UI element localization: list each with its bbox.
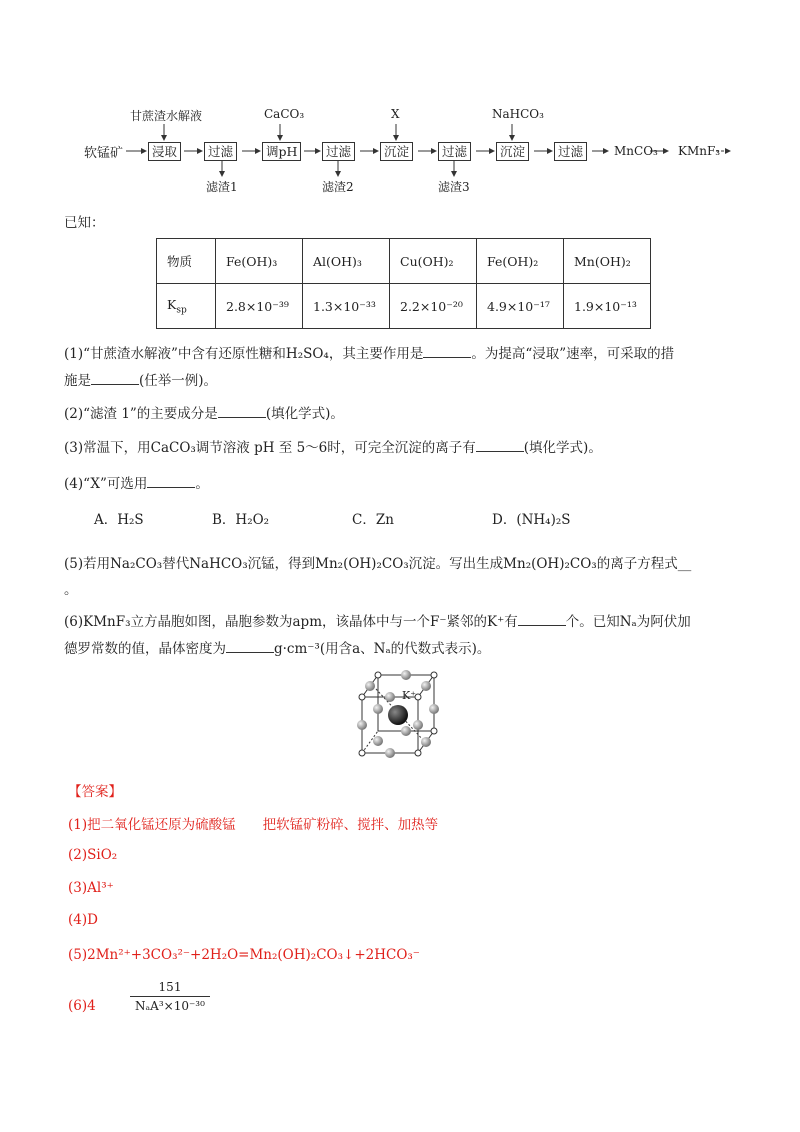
question-5-line-2: 。 (64, 582, 78, 598)
input-leach: 甘蔗渣水解液 (130, 109, 203, 123)
answer-6: (6)4 (68, 998, 96, 1014)
k-ion-label: K⁺ (402, 689, 417, 702)
table-cell: 物质 (157, 239, 216, 284)
table-cell: 4.9×10⁻¹⁷ (477, 284, 564, 329)
box-precip-2: 沉淀 (496, 142, 529, 161)
residue-3: 滤渣3 (438, 180, 470, 194)
table-cell: Mn(OH)₂ (564, 239, 651, 284)
option-b: B．H₂O₂ (212, 512, 270, 528)
question-3: (3)常温下，用CaCO₃调节溶液 pH 至 5～6时，可完全沉淀的离子有 (填化学式)。 (64, 440, 602, 456)
residue-2: 滤渣2 (322, 180, 354, 194)
question-2: (2)“滤渣 1”的主要成分是 (填化学式)。 (64, 406, 344, 422)
box-filter-4: 过滤 (554, 142, 587, 161)
box-filter-1: 过滤 (204, 142, 237, 161)
question-4: (4)“X”可选用 。 (64, 476, 209, 492)
fraction-denominator: NₐA³×10⁻³⁰ (130, 996, 210, 1013)
box-leach: 浸取 (148, 142, 181, 161)
option-c: C．Zn (352, 512, 394, 528)
answer-1: (1)把二氧化锰还原为硫酸锰 把软锰矿粉碎、搅拌、加热等 (68, 817, 439, 833)
question-1-line-1: (1)“甘蔗渣水解液”中含有还原性糖和H₂SO₄，其主要作用是 。为提高“浸取”速率，可采取的措 (64, 346, 675, 362)
table-cell: 2.8×10⁻³⁹ (216, 284, 303, 329)
option-a: A．H₂S (94, 512, 144, 528)
answer-3: (3)Al³⁺ (68, 880, 114, 896)
answer-6-fraction (130, 980, 210, 1013)
question-1-line-2: 施是 (任举一例)。 (64, 373, 218, 389)
table-cell: Al(OH)₃ (303, 239, 390, 284)
crystal-cell-figure (356, 667, 446, 771)
fraction-numerator: 151 (158, 980, 182, 994)
table-cell: 2.2×10⁻²⁰ (390, 284, 477, 329)
table-cell: Fe(OH)₂ (477, 239, 564, 284)
table-cell: Cu(OH)₂ (390, 239, 477, 284)
question-6-line-2: 德罗常数的值，晶体密度为 g·cm⁻³(用含a、Nₐ的代数式表示)。 (64, 641, 491, 657)
answer-5: (5)2Mn²⁺+3CO₃²⁻+2H₂O=Mn₂(OH)₂CO₃↓+2HCO₃⁻ (68, 947, 420, 963)
table-cell: 1.9×10⁻¹³ (564, 284, 651, 329)
start-material: 软锰矿 (84, 146, 124, 161)
crystal-cell-drawing (356, 667, 446, 767)
process-flowchart (84, 104, 744, 194)
residue-1: 滤渣1 (206, 180, 238, 194)
input-ph: CaCO₃ (264, 107, 305, 121)
known-label: 已知： (64, 215, 105, 231)
table-header-row (157, 239, 651, 284)
product-mnco3: MnCO₃ (614, 144, 658, 158)
table-cell: $K_{sp}$ (157, 284, 216, 329)
input-precip1: X (391, 107, 400, 121)
answer-heading: 【答案】 (68, 784, 122, 800)
answer-4: (4)D (68, 912, 98, 928)
option-d: D．(NH₄)₂S (492, 512, 571, 528)
input-precip2: NaHCO₃ (492, 107, 544, 121)
answer-2: (2)SiO₂ (68, 847, 118, 863)
table-cell: 1.3×10⁻³³ (303, 284, 390, 329)
ksp-table (156, 238, 651, 329)
product-kmnf3: KMnF₃ (678, 144, 721, 158)
box-precip-1: 沉淀 (380, 142, 413, 161)
question-6-line-1: (6)KMnF₃立方晶胞如图，晶胞参数为apm，该晶体中与一个F⁻紧邻的K⁺有 个。已知Nₐ为阿伏加 (64, 614, 691, 630)
table-cell: Fe(OH)₃ (216, 239, 303, 284)
question-5-line-1: (5)若用Na₂CO₃替代NaHCO₃沉锰，得到Mn₂(OH)₂CO₃沉淀。写出生成Mn₂(OH)₂CO₃的离子方程式__ (64, 556, 692, 572)
table-row (157, 284, 651, 329)
box-filter-2: 过滤 (322, 142, 355, 161)
box-adjust-ph: 调pH (262, 142, 301, 161)
box-filter-3: 过滤 (438, 142, 471, 161)
